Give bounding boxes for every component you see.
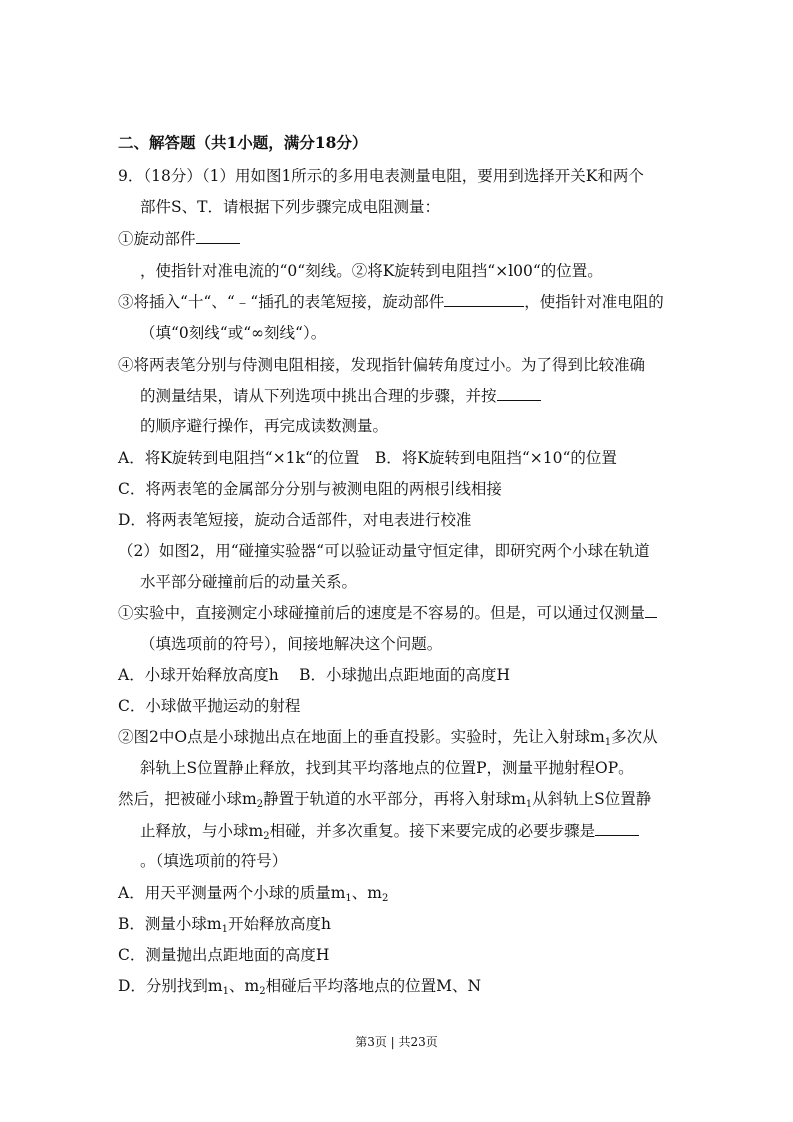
subscript-9: 2 (259, 986, 266, 997)
part2-option2-c: C．测量抛出点距地面的高度H (118, 946, 330, 964)
option2-b-text-1: B．测量小球m (118, 915, 222, 933)
part2-step2-line3 (118, 786, 651, 812)
subscript-4: 2 (263, 831, 270, 842)
step1-text: ①旋动部件 (118, 230, 196, 248)
subscript-2: 2 (256, 799, 264, 810)
option-a-b: A．将K旋转到电阻挡“×1k“的位置 B．将K旋转到电阻挡“×10“的位置 (118, 449, 617, 467)
part2-step2-line4 (140, 818, 639, 844)
answer-blank-5[interactable] (595, 821, 639, 836)
part2-step2-line1 (118, 724, 658, 750)
option-d: D．将两表笔短接，旋动合适部件，对电表进行校准 (118, 511, 472, 529)
part2-step1-line1 (118, 600, 657, 626)
option2-b-text-2: 开始释放高度h (227, 915, 331, 933)
option2-a-text-2: 、m (351, 884, 382, 902)
subscript-6: 2 (381, 893, 389, 904)
answer-blank-1[interactable] (196, 229, 240, 244)
section-heading: 二、解答题（共1小题，满分18分） (118, 133, 368, 152)
step3-continuation: （填“0刻线“或“∞刻线“）。 (140, 324, 327, 342)
part2-step2-text-6: 止释放，与小球m (140, 822, 264, 840)
part2-step2-text-4: 静置于轨道的水平部分，再将入射球m (263, 790, 526, 808)
option2-a-text-1: A．用天平测量两个小球的质量m (118, 884, 346, 902)
part2-option-c: C．小球做平抛运动的射程 (118, 697, 301, 715)
part2-step2-text-7: 相碰，并多次重复。接下来要完成的必要步骤是 (269, 822, 596, 840)
part2-step2-line5: 。（填选项前的符号） (140, 852, 288, 870)
part2-line2: 水平部分碰撞前后的动量关系。 (140, 573, 358, 591)
part2-step1-line2: （填选项前的符号），间接地解决这个问题。 (140, 635, 443, 653)
step3-text-2: ，使指针对准电阻的 (524, 293, 664, 311)
step1-continuation: ，使指针对准电流的“0“刻线。②将K旋转到电阻挡“×l00“的位置。 (140, 262, 603, 280)
part2-step1-text: ①实验中，直接测定小球碰撞前后的速度是不容易的。但是，可以通过仅测量 (118, 604, 646, 622)
part2-step2-text-5: 从斜轨上S位置静 (532, 790, 652, 808)
subscript-5: 1 (345, 893, 352, 904)
question-9-intro-line2: 部件S、T．请根据下列步骤完成电阻测量： (140, 198, 440, 216)
step4-line2 (140, 383, 541, 409)
answer-blank-3[interactable] (497, 386, 541, 401)
part2-step2-text-1: ②图2中O点是小球抛出点在地面上的垂直投影。实验时，先让入射球m (118, 728, 605, 746)
option2-d-text-3: 相碰后平均落地点的位置M、N (265, 977, 482, 995)
page-footer: 第3页 | 共23页 (355, 1035, 438, 1049)
answer-blank-2[interactable] (444, 292, 524, 307)
step3-text-1: ③将插入“十“、“﹣“插孔的表笔短接，旋动部件 (118, 293, 445, 311)
part2-option2-a (118, 880, 388, 906)
step1-line (118, 226, 240, 252)
subscript-3: 1 (525, 799, 533, 810)
question-9-intro-line1: 9．（18分）（1）用如图1所示的多用电表测量电阻，要用到选择开关K和两个 (118, 167, 644, 185)
answer-blank-4[interactable] (645, 603, 657, 618)
part2-step2-line2: 斜轨上S位置静止释放，找到其平均落地点的位置P，测量平抛射程OP。 (140, 759, 634, 777)
part2-option-a-b: A．小球开始释放高度h B．小球抛出点距地面的高度H (118, 666, 511, 684)
subscript-7: 1 (221, 924, 228, 935)
part2-option2-d (118, 973, 481, 999)
subscript-8: 1 (222, 986, 230, 997)
step3-line (118, 289, 664, 315)
part2-step2-text-3: 然后，把被碰小球m (118, 790, 257, 808)
option2-d-text-2: 、m (229, 977, 260, 995)
step4-line1: ④将两表笔分别与侍测电阻相接，发现指针偏转角度过小。为了得到比较准确 (118, 356, 646, 374)
step4-line3: 的顺序避行操作，再完成读数测量。 (140, 417, 389, 435)
part2-line1: （2）如图2，用“碰撞实验器“可以验证动量守恒定律，即研究两个小球在轨道 (118, 542, 650, 560)
option2-d-text-1: D．分别找到m (118, 977, 223, 995)
part2-step2-text-2: 多次从 (611, 728, 658, 746)
option-c: C．将两表笔的金属部分分别与被测电阻的两根引线相接 (118, 480, 502, 498)
step4-text: 的测量结果，请从下列选项中挑出合理的步骤，并按 (140, 387, 497, 405)
subscript-1: 1 (604, 737, 612, 748)
part2-option2-b (118, 911, 331, 937)
